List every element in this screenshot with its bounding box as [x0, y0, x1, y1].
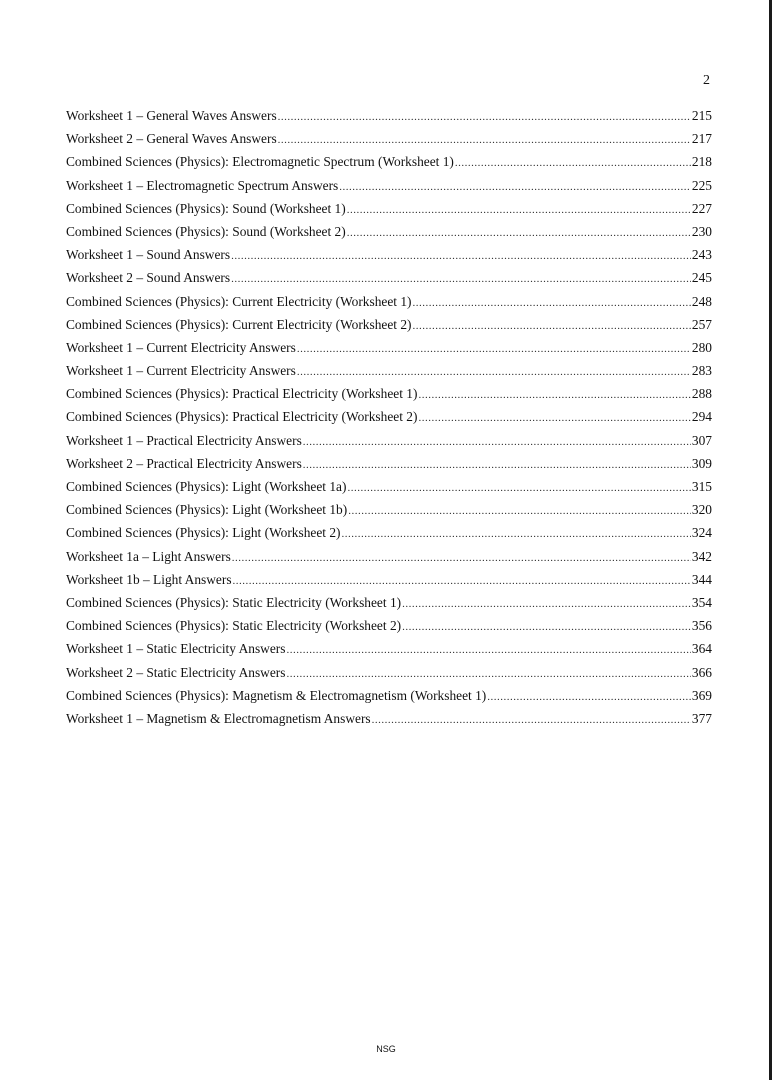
toc-entry-page-number: 377: [691, 710, 712, 726]
toc-entry-page-number: 342: [691, 548, 712, 564]
table-of-contents: [66, 104, 712, 730]
toc-entry[interactable]: [66, 243, 712, 266]
toc-entry-page-number: 307: [691, 432, 712, 448]
toc-dot-leader: [342, 523, 691, 546]
toc-dot-leader: [233, 570, 691, 593]
toc-dot-leader: [339, 176, 691, 199]
toc-entry-title: Combined Sciences (Physics): Practical Electricity (Worksheet 1): [66, 386, 418, 402]
toc-entry[interactable]: [66, 521, 712, 544]
toc-entry-page-number: 280: [691, 339, 712, 355]
toc-entry[interactable]: [66, 150, 712, 173]
toc-entry[interactable]: [66, 290, 712, 313]
toc-entry-title: Worksheet 2 – General Waves Answers: [66, 131, 277, 147]
toc-entry-title: Combined Sciences (Physics): Light (Worksheet 2): [66, 525, 341, 541]
toc-entry-title: Worksheet 1a – Light Answers: [66, 548, 231, 564]
toc-dot-leader: [278, 106, 691, 129]
toc-dot-leader: [348, 500, 691, 523]
toc-entry-page-number: 309: [691, 455, 712, 471]
page-number: 2: [703, 73, 710, 88]
toc-dot-leader: [455, 152, 691, 175]
toc-dot-leader: [303, 454, 691, 477]
toc-entry-page-number: 344: [691, 571, 712, 587]
toc-entry-title: Worksheet 1 – Electromagnetic Spectrum Answers: [66, 177, 339, 193]
toc-dot-leader: [402, 593, 691, 616]
toc-entry[interactable]: [66, 545, 712, 568]
toc-dot-leader: [347, 222, 691, 245]
toc-dot-leader: [231, 245, 691, 268]
toc-entry-title: Worksheet 1 – Magnetism & Electromagnetism Answers: [66, 710, 371, 726]
toc-entry-page-number: 217: [691, 131, 712, 147]
toc-dot-leader: [231, 268, 691, 291]
toc-entry[interactable]: [66, 591, 712, 614]
toc-entry-page-number: 257: [691, 316, 712, 332]
toc-entry[interactable]: [66, 707, 712, 730]
toc-entry-page-number: 245: [691, 270, 712, 286]
toc-entry[interactable]: [66, 174, 712, 197]
toc-entry[interactable]: [66, 359, 712, 382]
toc-dot-leader: [303, 431, 691, 454]
toc-dot-leader: [278, 129, 691, 152]
toc-entry-title: Worksheet 1 – Sound Answers: [66, 247, 231, 263]
toc-dot-leader: [286, 639, 690, 662]
toc-entry-title: Combined Sciences (Physics): Sound (Worksheet 2): [66, 223, 346, 239]
toc-entry-page-number: 366: [691, 664, 712, 680]
toc-entry-page-number: 225: [691, 177, 712, 193]
toc-dot-leader: [372, 709, 691, 732]
toc-entry[interactable]: [66, 382, 712, 405]
toc-entry-page-number: 324: [691, 525, 712, 541]
toc-entry-page-number: 230: [691, 223, 712, 239]
toc-entry-title: Combined Sciences (Physics): Sound (Worksheet 1): [66, 200, 346, 216]
toc-dot-leader: [413, 292, 691, 315]
toc-entry[interactable]: [66, 313, 712, 336]
toc-entry-title: Worksheet 1 – Static Electricity Answers: [66, 641, 286, 657]
toc-entry-title: Combined Sciences (Physics): Magnetism & Electromagnetism (Worksheet 1): [66, 687, 487, 703]
toc-dot-leader: [297, 338, 691, 361]
toc-entry[interactable]: [66, 637, 712, 660]
toc-entry-title: Worksheet 2 – Sound Answers: [66, 270, 231, 286]
toc-entry[interactable]: [66, 336, 712, 359]
toc-entry-page-number: 294: [691, 409, 712, 425]
page-footer: NSG: [376, 1044, 396, 1054]
toc-entry-page-number: 364: [691, 641, 712, 657]
toc-dot-leader: [487, 686, 691, 709]
toc-entry[interactable]: [66, 429, 712, 452]
toc-entry-title: Worksheet 2 – Static Electricity Answers: [66, 664, 286, 680]
toc-entry-title: Worksheet 1 – Current Electricity Answers: [66, 339, 296, 355]
toc-entry-page-number: 356: [691, 618, 712, 634]
toc-entry[interactable]: [66, 498, 712, 521]
toc-entry-title: Combined Sciences (Physics): Light (Worksheet 1b): [66, 502, 348, 518]
toc-entry-page-number: 248: [691, 293, 712, 309]
toc-dot-leader: [347, 199, 691, 222]
toc-dot-leader: [402, 616, 691, 639]
toc-entry-title: Combined Sciences (Physics): Light (Worksheet 1a): [66, 479, 347, 494]
toc-entry-page-number: 283: [691, 363, 712, 379]
toc-entry-page-number: 320: [691, 502, 712, 518]
toc-entry-title: Worksheet 1 – General Waves Answers: [66, 108, 277, 123]
toc-entry[interactable]: [66, 220, 712, 243]
toc-entry[interactable]: [66, 614, 712, 637]
toc-entry-title: Combined Sciences (Physics): Static Electricity (Worksheet 1): [66, 594, 402, 610]
toc-entry-page-number: 218: [691, 154, 712, 170]
toc-dot-leader: [286, 663, 690, 686]
toc-entry-title: Combined Sciences (Physics): Static Electricity (Worksheet 2): [66, 618, 402, 634]
toc-entry-page-number: 288: [691, 386, 712, 402]
toc-dot-leader: [347, 477, 690, 500]
toc-entry-title: Worksheet 1 – Current Electricity Answers: [66, 363, 296, 379]
toc-entry-title: Combined Sciences (Physics): Practical Electricity (Worksheet 2): [66, 409, 418, 425]
toc-entry-page-number: 227: [691, 200, 712, 216]
toc-dot-leader: [297, 361, 691, 384]
toc-entry[interactable]: [66, 452, 712, 475]
toc-entry-title: Worksheet 2 – Practical Electricity Answers: [66, 455, 302, 471]
toc-entry[interactable]: [66, 661, 712, 684]
toc-entry-title: Combined Sciences (Physics): Current Electricity (Worksheet 1): [66, 293, 412, 309]
toc-entry[interactable]: [66, 104, 712, 127]
toc-entry[interactable]: [66, 405, 712, 428]
toc-entry-title: Combined Sciences (Physics): Current Electricity (Worksheet 2): [66, 316, 412, 332]
toc-entry[interactable]: [66, 684, 712, 707]
toc-dot-leader: [418, 384, 690, 407]
toc-dot-leader: [232, 547, 691, 570]
toc-entry[interactable]: [66, 197, 712, 220]
toc-entry-page-number: 354: [691, 594, 712, 610]
toc-entry[interactable]: [66, 127, 712, 150]
toc-entry-title: Worksheet 1b – Light Answers: [66, 571, 232, 587]
toc-entry-page-number: 243: [691, 247, 712, 263]
toc-entry-page-number: 215: [691, 108, 712, 123]
toc-entry-title: Worksheet 1 – Practical Electricity Answers: [66, 432, 302, 448]
toc-entry[interactable]: [66, 266, 712, 289]
toc-entry-page-number: 369: [691, 687, 712, 703]
toc-entry[interactable]: [66, 475, 712, 498]
toc-entry[interactable]: [66, 568, 712, 591]
toc-entry-page-number: 315: [691, 479, 712, 494]
toc-dot-leader: [413, 315, 691, 338]
toc-entry-title: Combined Sciences (Physics): Electromagnetic Spectrum (Worksheet 1): [66, 154, 454, 170]
toc-dot-leader: [418, 407, 690, 430]
